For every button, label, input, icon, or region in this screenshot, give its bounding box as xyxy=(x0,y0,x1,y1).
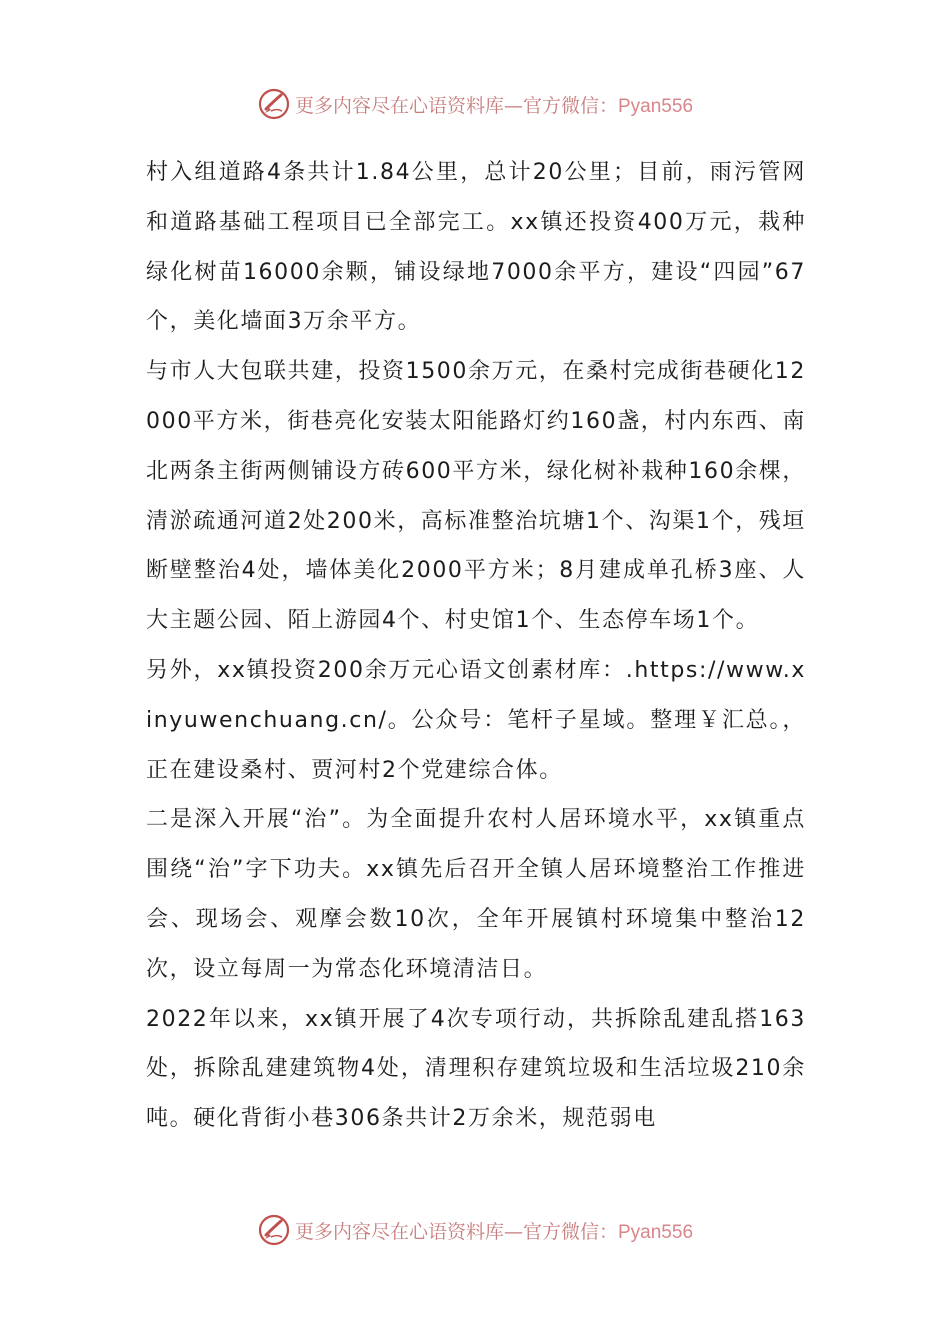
header-watermark-banner xyxy=(0,84,950,124)
header-watermark-text xyxy=(295,91,693,118)
footer-watermark-banner xyxy=(0,1210,950,1250)
paragraph-3: 另外，xx镇投资200余万元心语文创素材库：.https://www.xinyuwenchuang.cn/。公众号：笔杆子星域。整理￥汇总。，正在建设桑村、贾河村2个党建综合体。 xyxy=(146,657,806,783)
paragraph-2: 与市人大包联共建，投资1500余万元，在桑村完成街巷硬化12000平方米，街巷亮化安装太阳能路灯约160盏，村内东西、南北两条主街两侧铺设方砖600平方米，绿化树补栽种160余棵，清淤疏通河道2处200米，高标准整治坑塘1个、沟渠1个，残垣断壁整治4处，墙体美化2000平方米；8月建成单孔桥3座、人大主题公园、陌上游园4个、村史馆1个、生态停车场1个。 xyxy=(146,359,806,634)
pen-seal-icon xyxy=(257,1213,291,1247)
pen-seal-icon xyxy=(257,87,291,121)
footer-watermark-text xyxy=(295,1217,693,1244)
footer-watermark-wechat: Pyan556 xyxy=(618,1221,694,1243)
footer-watermark-main: 更多内容尽在心语资料库—官方微信： xyxy=(294,1220,618,1243)
header-watermark-inner xyxy=(257,87,693,121)
header-watermark-wechat: Pyan556 xyxy=(618,95,694,117)
document-body xyxy=(146,148,806,1144)
paragraph-1: 村入组道路4条共计1.84公里，总计20公里；目前，雨污管网和道路基础工程项目已全部完工。xx镇还投资400万元，栽种绿化树苗16000余颗，铺设绿地7000余平方，建设“四园”67个，美化墙面3万余平方。 xyxy=(146,160,806,335)
paragraph-5: 2022年以来，xx镇开展了4次专项行动，共拆除乱建乱搭163处，拆除乱建建筑物4处，清理积存建筑垃圾和生活垃圾210余吨。硬化背街小巷306条共计2万余米，规范弱电 xyxy=(146,1006,806,1132)
paragraph-4: 二是深入开展“治”。为全面提升农村人居环境水平，xx镇重点围绕“治”字下功夫。xx镇先后召开全镇人居环境整治工作推进会、现场会、观摩会数10次，全年开展镇村环境集中整治12次，设立每周一为常态化环境清洁日。 xyxy=(146,807,806,982)
header-watermark-main: 更多内容尽在心语资料库—官方微信： xyxy=(294,94,618,117)
footer-watermark-inner xyxy=(257,1213,693,1247)
